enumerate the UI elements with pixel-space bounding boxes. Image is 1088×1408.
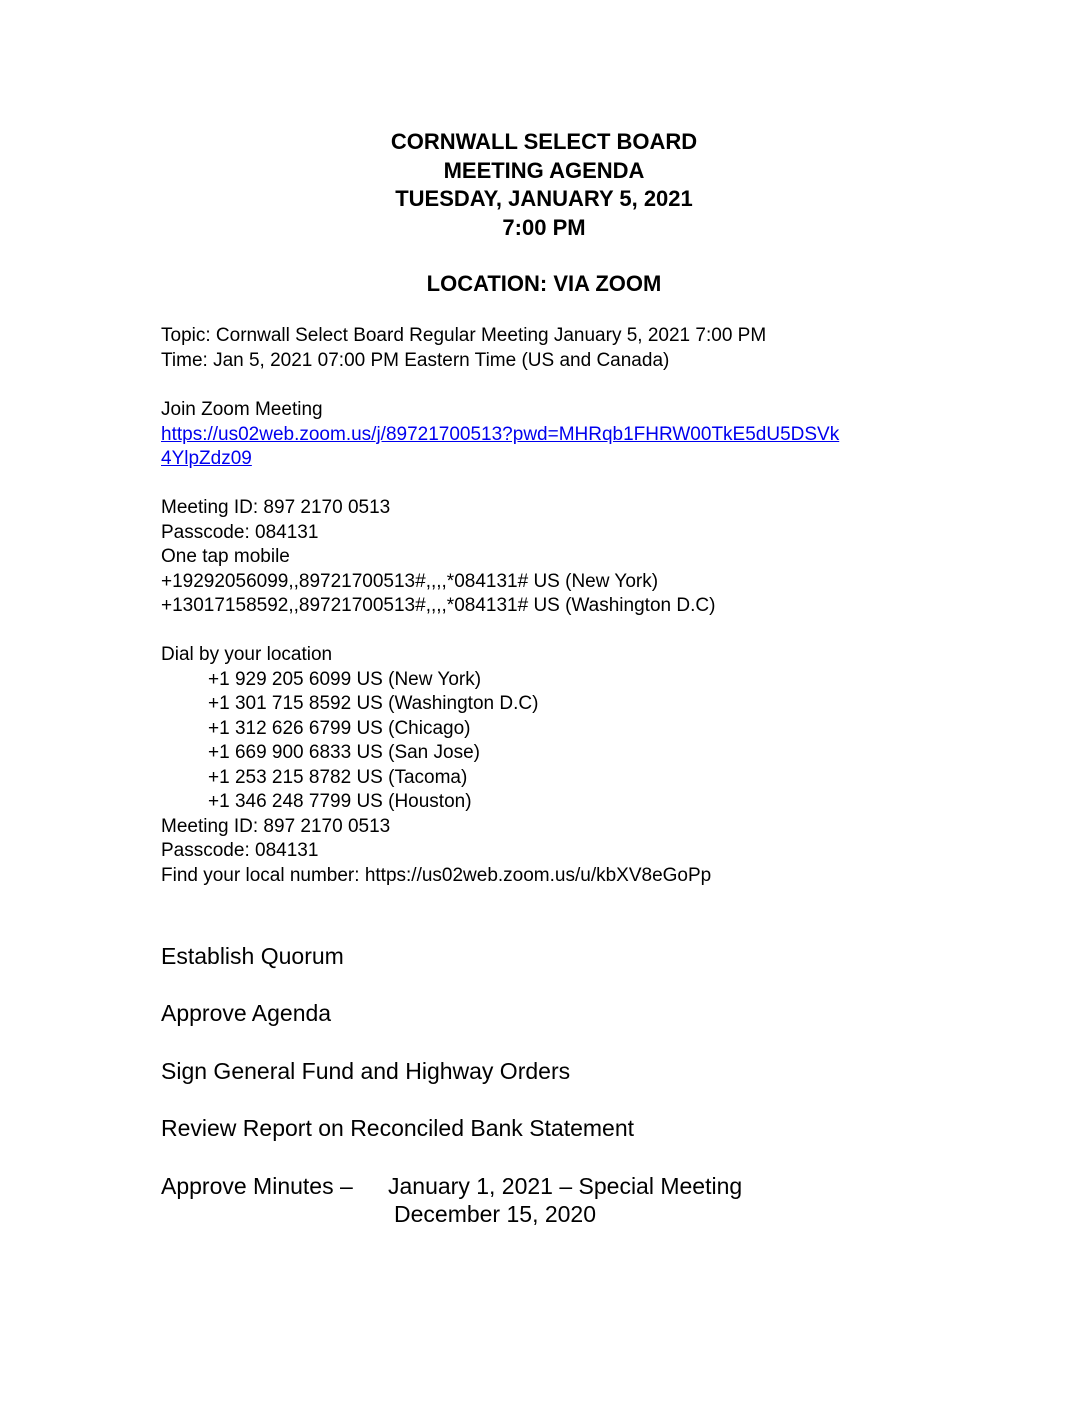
dial-number: +1 253 215 8782 US (Tacoma) [208,766,468,788]
topic-block [161,324,766,373]
header-time: 7:00 PM [502,214,586,240]
approve-minutes-label: Approve Minutes – [161,1173,353,1199]
find-local-number: Find your local number: https://us02web.zoom.us/u/kbXV8eGoPp [161,864,712,886]
dial-number: +1 301 715 8592 US (Washington D.C) [208,693,539,714]
header-board-name: CORNWALL SELECT BOARD [390,129,698,154]
meeting-info-block [161,496,715,619]
time-line: Time: Jan 5, 2021 07:00 PM Eastern Time (US and Canada) [161,349,670,371]
dial-label: Dial by your location [161,644,333,665]
topic-line: Topic: Cornwall Select Board Regular Meeting January 5, 2021 7:00 PM [161,325,767,346]
approve-minutes-item [161,1172,742,1200]
zoom-link-line1[interactable]: https://us02web.zoom.us/j/89721700513?pwd=MHRqb1FHRW00TkE5dU5DSVk [161,423,840,445]
meeting-id: Meeting ID: 897 2170 0513 [161,497,391,518]
dial-number: +1 346 248 7799 US (Houston) [208,791,472,812]
one-tap-number: +19292056099,,89721700513#,,,,*084131# US (New York) [161,570,659,592]
one-tap-number: +13017158592,,89721700513#,,,,*084131# US (Washington D.C) [161,595,716,616]
header-date: TUESDAY, JANUARY 5, 2021 [395,186,693,211]
dial-meeting-id: Meeting ID: 897 2170 0513 [161,815,391,837]
meeting-location: LOCATION: VIA ZOOM [426,271,662,296]
dial-number: +1 929 205 6099 US (New York) [208,668,482,690]
join-label: Join Zoom Meeting [161,399,323,420]
join-block [161,398,839,472]
passcode: Passcode: 084131 [161,521,319,543]
document-header [0,128,1088,242]
minutes-date: December 15, 2020 [394,1201,597,1227]
agenda-item: Establish Quorum [161,943,344,969]
agenda-item: Approve Agenda [161,1000,332,1026]
dial-number: +1 669 900 6833 US (San Jose) [208,742,480,763]
zoom-link-line2[interactable]: 4YlpZdz09 [161,448,252,469]
header-title: MEETING AGENDA [443,157,645,183]
dial-passcode: Passcode: 084131 [161,840,319,861]
agenda-item: Review Report on Reconciled Bank Statement [161,1115,635,1141]
dial-block [161,643,711,888]
agenda-item: Sign General Fund and Highway Orders [161,1058,571,1084]
minutes-date: January 1, 2021 – Special Meeting [388,1173,743,1199]
dial-number: +1 312 626 6799 US (Chicago) [208,717,471,739]
one-tap-label: One tap mobile [161,546,290,567]
